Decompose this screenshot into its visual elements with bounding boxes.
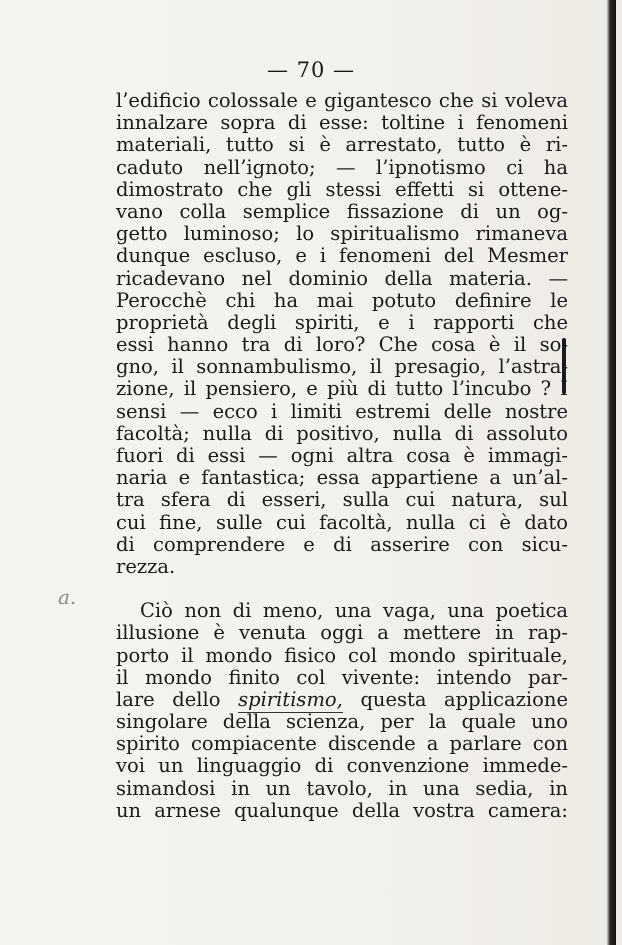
text-line: naria e fantastica; essa appartiene a un’al-: [116, 466, 568, 490]
page-number: — 70 —: [266, 58, 356, 82]
text-line: fuori di essi — ogni altra cosa è immagi-: [116, 444, 568, 467]
text-line: di comprendere e di asserire con sicu-: [116, 532, 568, 556]
text-line: singolare della scienza, per la quale uno: [116, 710, 568, 734]
text-line: porto il mondo fisico col mondo spirituale,: [116, 643, 568, 667]
paragraph-gap: [116, 578, 568, 600]
text-line: voi un linguaggio di convenzione immede-: [116, 754, 568, 778]
text-line: materiali, tutto si è arrestato, tutto è ri-: [116, 133, 568, 157]
text-line: vano colla semplice fissazione di un og-: [116, 199, 568, 223]
text-line: innalzare sopra di esse: toltine i fenomeni: [116, 111, 568, 135]
text-line: un arnese qualunque della vostra camera:: [116, 798, 568, 822]
text-line: Ciò non di meno, una vaga, una poetica: [140, 599, 568, 623]
text-line: spirito compiacente discende a parlare con: [116, 732, 568, 756]
text-line: illusione è venuta oggi a mettere in rap-: [116, 621, 568, 645]
text-line: rezza.: [116, 554, 176, 578]
text-line: caduto nell’ignoto; — l’ipnotismo ci ha: [116, 155, 568, 179]
text-line: facoltà; nulla di positivo, nulla di assoluto: [116, 421, 568, 445]
text-line: proprietà degli spiriti, e i rapporti che: [116, 310, 568, 334]
book-spine-edge: [607, 0, 616, 945]
underlined-word-spiritismo: spiritismo,: [238, 687, 343, 711]
text-line: l’edificio colossale e gigantesco che si voleva: [116, 89, 568, 112]
text-line: il mondo finito col vivente: intendo par-: [116, 665, 568, 689]
body-text: [116, 90, 568, 822]
text-fragment: lare dello: [116, 687, 221, 711]
text-fragment: questa applicazione: [360, 687, 568, 711]
text-line: gno, il sonnambulismo, il presagio, l’astra-: [116, 355, 568, 379]
handwritten-margin-note: a.: [58, 585, 77, 609]
text-line: simandosi in un tavolo, in una sedia, in: [116, 776, 568, 800]
text-line: cui fine, sulle cui facoltà, nulla ci è dato: [116, 510, 568, 534]
text-line: dimostrato che gli stessi effetti si ottene-: [116, 177, 568, 201]
text-line-with-emphasis: [116, 689, 568, 711]
text-line: tra sfera di esseri, sulla cui natura, sul: [116, 488, 568, 512]
text-line: getto luminoso; lo spiritualismo rimaneva: [116, 222, 568, 246]
text-line: sensi — ecco i limiti estremi delle nostre: [116, 399, 568, 423]
text-line: dunque escluso, e i fenomeni del Mesmer: [116, 244, 568, 268]
text-line: zione, il pensiero, e più di tutto l’incubo ? I: [116, 377, 568, 401]
text-line: Perocchè chi ha mai potuto definire le: [116, 288, 568, 312]
text-line: ricadevano nel dominio della materia. —: [116, 266, 568, 290]
text-line: essi hanno tra di loro? Che cosa è il so-: [116, 333, 568, 357]
